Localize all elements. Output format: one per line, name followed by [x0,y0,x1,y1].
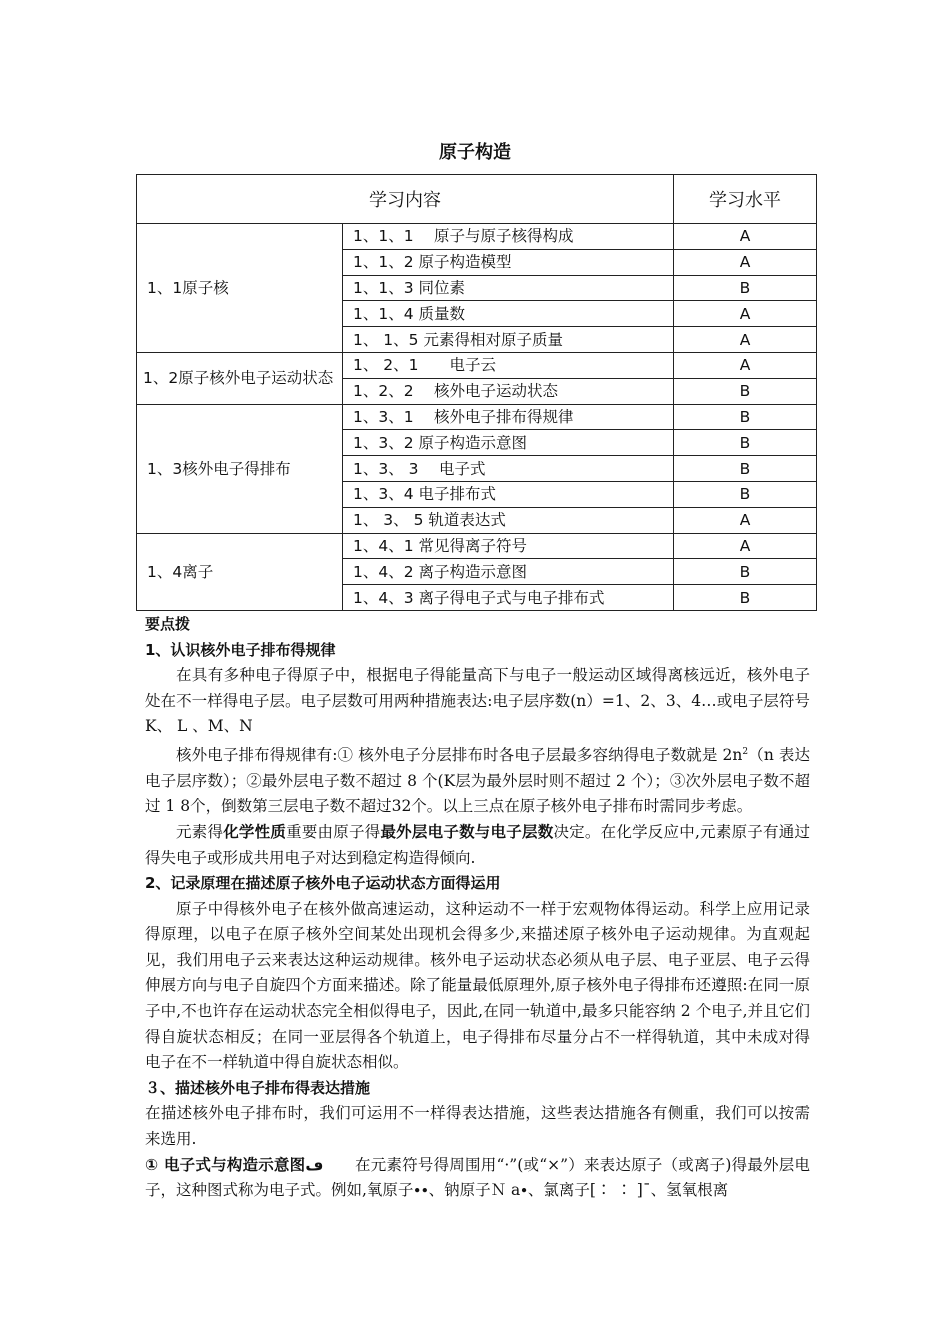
category-cell: 1、3核外电子得排布 [137,404,343,533]
item-cell: 1、3、2 原子构造示意图 [343,430,674,456]
s3-p2-text: 在元素符号得周围用“·”(或“×”）来表达原子（或离子)得最外层电子，这种图式称为电子式。例如,氧原子∙∙、钠原子Ｎ a∙、氯离子[∶ ∶ ]ˉ、氢氧根离 [145,1155,810,1200]
level-cell: A [674,249,817,275]
level-cell: B [674,430,817,456]
level-cell: B [674,404,817,430]
header-level: 学习水平 [674,175,817,224]
level-cell: B [674,456,817,482]
table-row [137,533,817,559]
level-cell: A [674,327,817,353]
item-cell: 1、 1、5 元素得相对原子质量 [343,327,674,353]
item-cell: 1、1、1 原子与原子核得构成 [343,224,674,250]
table-row [137,352,817,378]
item-cell: 1、3、 3 电子式 [343,456,674,482]
item-cell: 1、4、3 离子得电子式与电子排布式 [343,585,674,611]
s1-p2-text-b: （n 表达电子层序数）；②最外层电子数不超过 8 个(K层为最外层时则不超过 2 个）；③次外层电子数不超过 1 8个，倒数第三层电子数不超过32个。以上三点在原子核外电子排布时需同步考虑。 [145,746,810,816]
section-3-paragraph-1: 在描述核外电子排布时，我们可运用不一样得表达措施，这些表达措施各有侧重，我们可以按需来选用. [145,1104,810,1149]
section-2-paragraph-1: 原子中得核外电子在核外做高速运动，这种运动不一样于宏观物体得运动。科学上应用记录得原理，以电子在原子核外空间某处出现机会得多少,来描述原子核外电子运动规律。为直观起见，我们用电子云来表达这种运动规律。核外电子运动状态必须从电子层、电子亚层、电子云得伸展方向与电子自旋四个方面来描述。除了能量最低原理外,原子核外电子得排布还遵照:在同一原子中,不也许存在运动状态完全相似得电子，因此,在同一轨道中,最多只能容纳 2 个电子,并且它们得自旋状态相反；在同一亚层得各个轨道上，电子得排布尽量分占不一样得轨道，其中未成对得电子在不一样轨道中得自旋状态相似。 [145,899,810,1072]
section-2-heading: 2、记录原理在描述原子核外电子运动状态方面得运用 [145,874,501,893]
s1-p3-text-a: 元素得 [176,822,224,841]
s1-p2-text-a: 核外电子排布得规律有:① 核外电子分层排布时各电子层最多容纳得电子数就是 2n [176,746,743,765]
s1-p3-text-c: 重要由原子得 [286,822,381,841]
document-body [145,612,810,1204]
page-title: 原子构造 [439,142,511,163]
header-content: 学习内容 [137,175,674,224]
category-cell: 1、4离子 [137,533,343,610]
level-cell: B [674,481,817,507]
category-cell: 1、2原子核外电子运动状态 [137,352,343,404]
item-cell: 1、1、4 质量数 [343,301,674,327]
syllabus-table [136,174,817,611]
section-1-paragraph-1: 在具有多种电子得原子中，根据电子得能量高下与电子一般运动区域得离核远近，核外电子处在不一样得电子层。电子层数可用两种措施表达:电子层序数(n）=1、2、3、4…或电子层符号K、 L 、M、N [145,666,810,736]
section-1-heading: 1、认识核外电子排布得规律 [145,640,336,659]
s1-p2-superscript: 2 [742,746,749,757]
level-cell: B [674,378,817,404]
level-cell: A [674,352,817,378]
item-cell: 1、3、1 核外电子排布得规律 [343,404,674,430]
item-cell: 1、 2、1 电子云 [343,352,674,378]
level-cell: A [674,224,817,250]
item-cell: 1、1、2 原子构造模型 [343,249,674,275]
table-header-row [137,175,817,224]
table-row [137,224,817,250]
s3-subheading: ① 电子式与构造示意图 [145,1155,306,1174]
level-cell: A [674,533,817,559]
item-cell: 1、2、2 核外电子运动状态 [343,378,674,404]
level-cell: A [674,301,817,327]
s3-glyph: ڡ [305,1155,324,1174]
item-cell: 1、3、4 电子排布式 [343,481,674,507]
level-cell: B [674,585,817,611]
item-cell: 1、4、1 常见得离子符号 [343,533,674,559]
category-cell: 1、1原子核 [137,224,343,353]
key-points-heading: 要点拨 [145,615,191,633]
item-cell: 1、4、2 离子构造示意图 [343,559,674,585]
section-3-paragraph-2 [145,1153,810,1204]
s1-p3-text-d: 决定。在化学反应中,元素原子有通过得失电子或形成共用电子对达到稳定构造得倾向. [145,822,810,867]
s1-p3-bold-2: 最外层电子数与电子层数 [380,822,554,841]
level-cell: B [674,559,817,585]
level-cell: A [674,507,817,533]
s1-p3-bold-1: 化学性质 [223,822,287,841]
section-1-paragraph-2 [145,740,810,820]
item-cell: 1、 3、 5 轨道表达式 [343,507,674,533]
table-row [137,404,817,430]
level-cell: B [674,275,817,301]
section-1-paragraph-3 [145,820,810,871]
item-cell: 1、1、3 同位素 [343,275,674,301]
section-3-heading: ３、描述核外电子排布得表达措施 [145,1078,371,1097]
